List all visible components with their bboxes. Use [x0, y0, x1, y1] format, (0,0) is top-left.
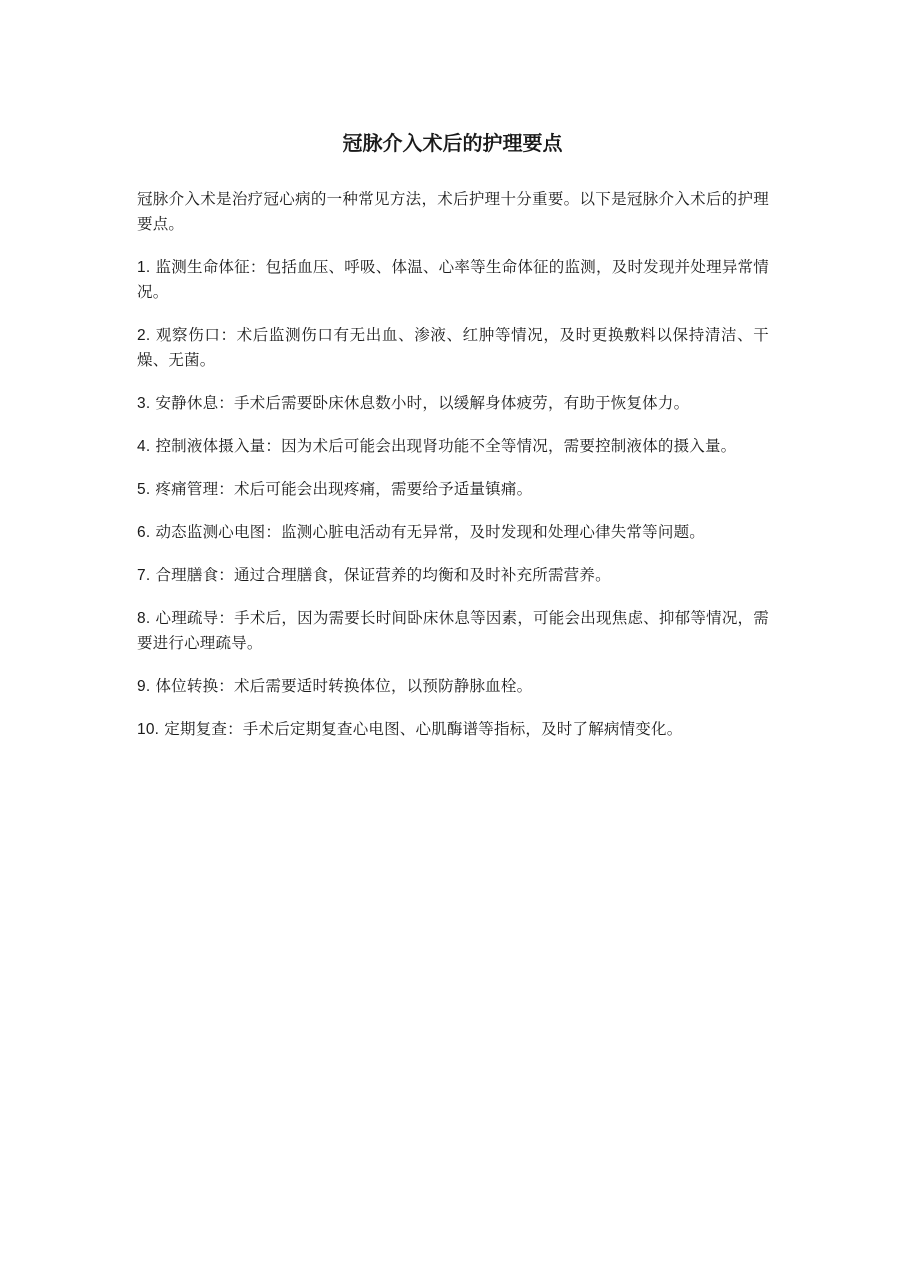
list-item [137, 477, 769, 502]
list-item [137, 391, 769, 416]
item-number: 4. [137, 438, 151, 455]
document-title: 冠脉介入术后的护理要点 [342, 131, 563, 155]
list-item [137, 717, 769, 742]
item-text: 合理膳食：通过合理膳食，保证营养的均衡和及时补充所需营养。 [155, 566, 611, 584]
item-number: 9. [137, 678, 151, 695]
item-number: 8. [137, 610, 151, 627]
item-number: 7. [137, 567, 151, 584]
list-item [137, 674, 769, 699]
item-number: 3. [137, 395, 151, 412]
list-item [137, 255, 769, 305]
item-number: 2. [137, 327, 151, 344]
item-text: 疼痛管理：术后可能会出现疼痛，需要给予适量镇痛。 [155, 480, 533, 498]
item-text: 观察伤口：术后监测伤口有无出血、渗液、红肿等情况，及时更换敷料以保持清洁、干燥、无菌。 [137, 326, 769, 369]
list-item [137, 434, 769, 459]
item-number: 10. [137, 721, 160, 738]
list-item [137, 323, 769, 373]
item-text: 监测生命体征：包括血压、呼吸、体温、心率等生命体征的监测，及时发现并处理异常情况。 [137, 258, 769, 301]
list-item [137, 606, 769, 656]
item-number: 6. [137, 524, 151, 541]
item-text: 控制液体摄入量：因为术后可能会出现肾功能不全等情况，需要控制液体的摄入量。 [155, 437, 737, 455]
intro-paragraph: 冠脉介入术是治疗冠心病的一种常见方法，术后护理十分重要。以下是冠脉介入术后的护理要点。 [137, 190, 769, 233]
item-text: 体位转换：术后需要适时转换体位，以预防静脉血栓。 [155, 677, 533, 695]
document-body [137, 187, 769, 760]
item-number: 1. [137, 259, 151, 276]
list-item [137, 520, 769, 545]
item-number: 5. [137, 481, 151, 498]
item-text: 安静休息：手术后需要卧床休息数小时，以缓解身体疲劳，有助于恢复体力。 [155, 394, 690, 412]
list-item [137, 563, 769, 588]
item-text: 心理疏导：手术后，因为需要长时间卧床休息等因素，可能会出现焦虑、抑郁等情况，需要进行心理疏导。 [137, 609, 769, 652]
item-text: 定期复查：手术后定期复查心电图、心肌酶谱等指标，及时了解病情变化。 [164, 720, 683, 738]
item-text: 动态监测心电图：监测心脏电活动有无异常，及时发现和处理心律失常等问题。 [155, 523, 705, 541]
